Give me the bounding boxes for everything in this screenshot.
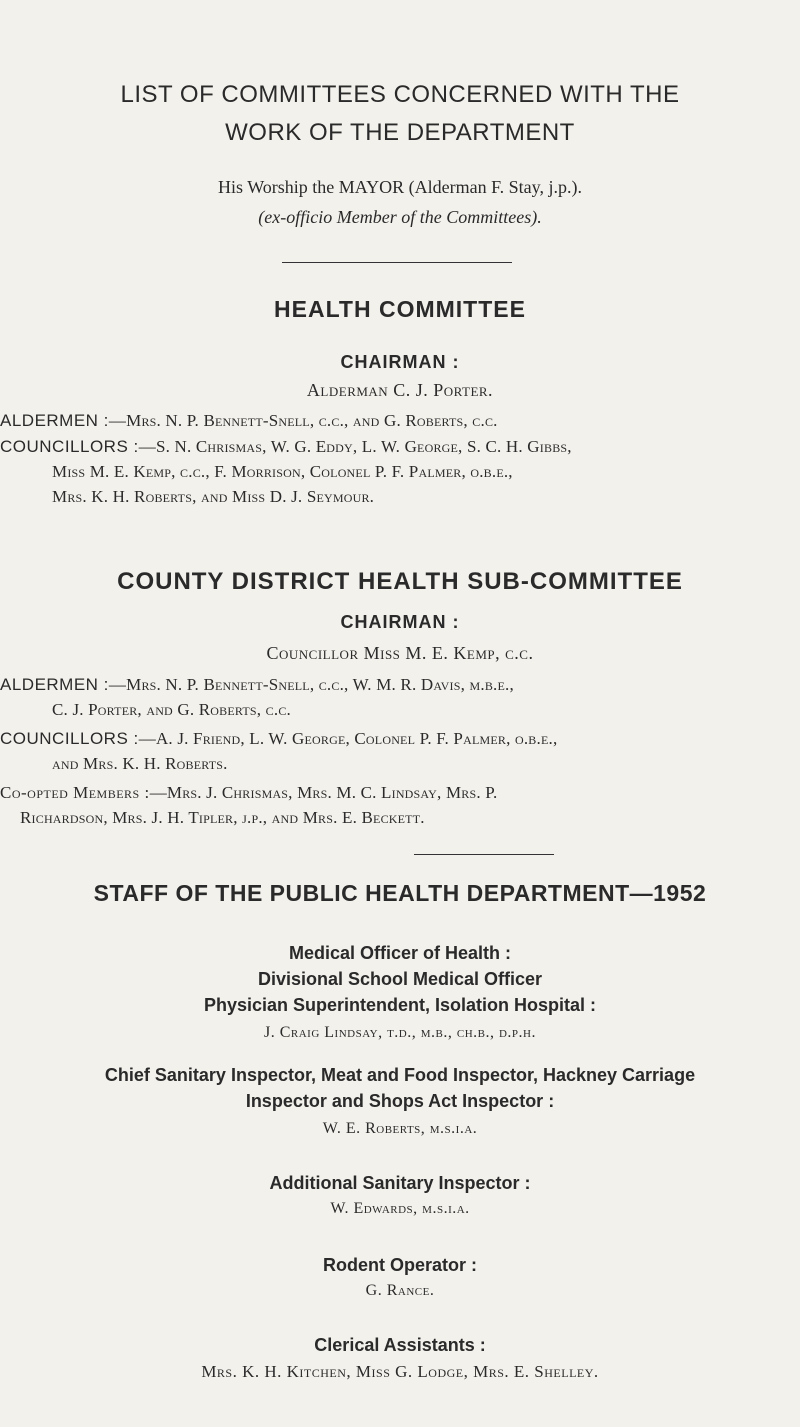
health-aldermen [0, 408, 775, 433]
health-councillors-text-1: —S. N. Chrismas, W. G. Eddy, L. W. George, S. C. H. Gibbs, [138, 437, 572, 456]
clerical-names: Mrs. K. H. Kitchen, Miss G. Lodge, Mrs. E. Shelley. [201, 1362, 599, 1381]
staff-title: STAFF OF THE PUBLIC HEALTH DEPARTMENT—1952 [93, 880, 707, 906]
sub-chairman-label: CHAIRMAN : [340, 612, 460, 632]
document-title [20, 76, 780, 152]
csi-line-2: Inspector and Shops Act Inspector : [245, 1091, 555, 1111]
sub-coopted-text-1: —Mrs. J. Chrismas, Mrs. M. C. Lindsay, Mrs. P. [149, 783, 498, 802]
sub-chairman-name: Councillor Miss M. E. Kemp, c.c. [266, 643, 534, 663]
intro-ex-officio: (ex-officio Member of the Committees). [258, 207, 542, 227]
health-councillors-text-2: Miss M. E. Kemp, c.c., F. Morrison, Colonel P. F. Palmer, o.b.e., [52, 462, 513, 481]
health-councillors-label: COUNCILLORS : [0, 437, 139, 456]
title-line-2: WORK OF THE DEPARTMENT [225, 119, 575, 146]
clerical-heading: Clerical Assistants : [314, 1335, 486, 1355]
rodent-heading: Rodent Operator : [322, 1255, 477, 1275]
sub-councillors-text-1: —A. J. Friend, L. W. George, Colonel P. F. Palmer, o.b.e., [138, 729, 558, 748]
intro-mayor: His Worship the MAYOR (Alderman F. Stay, j.p.). [218, 177, 582, 197]
sub-aldermen [0, 672, 775, 722]
csi-name: W. E. Roberts, m.s.i.a. [322, 1120, 478, 1137]
title-line-1: LIST OF COMMITTEES CONCERNED WITH THE [120, 81, 680, 108]
moh-line-1: Medical Officer of Health : [288, 943, 512, 963]
sub-coopted-text-2: Richardson, Mrs. J. H. Tipler, j.p., and Mrs. E. Beckett. [20, 808, 425, 827]
rodent-name: G. Rance. [365, 1282, 435, 1299]
divider-1 [282, 262, 512, 263]
health-committee-title: HEALTH COMMITTEE [274, 296, 526, 322]
health-chairman-label: CHAIRMAN : [340, 352, 460, 372]
csi-heading [0, 1062, 800, 1114]
intro [40, 172, 760, 232]
health-chairman-name: Alderman C. J. Porter. [306, 380, 494, 400]
asi-name: W. Edwards, m.s.i.a. [330, 1200, 470, 1217]
health-councillors [0, 434, 775, 509]
csi-line-1: Chief Sanitary Inspector, Meat and Food Inspector, Hackney Carriage [104, 1065, 696, 1085]
sub-aldermen-text-1: —Mrs. N. P. Bennett-Snell, c.c., W. M. R. Davis, m.b.e., [108, 675, 514, 694]
sub-coopted [0, 780, 775, 830]
health-councillors-text-3: Mrs. K. H. Roberts, and Miss D. J. Seymour. [52, 487, 375, 506]
health-aldermen-label: ALDERMEN : [0, 411, 109, 430]
sub-councillors-label: COUNCILLORS : [0, 729, 139, 748]
sub-committee-title: COUNTY DISTRICT HEALTH SUB-COMMITTEE [117, 568, 683, 595]
asi-heading: Additional Sanitary Inspector : [269, 1173, 531, 1193]
moh-line-3: Physician Superintendent, Isolation Hospital : [203, 995, 597, 1015]
sub-coopted-label: Co-opted Members : [0, 783, 150, 802]
sub-aldermen-label: ALDERMEN : [0, 675, 109, 694]
sub-councillors-text-2: and Mrs. K. H. Roberts. [52, 754, 228, 773]
divider-2 [414, 854, 554, 855]
health-aldermen-text: —Mrs. N. P. Bennett-Snell, c.c., and G. Roberts, c.c. [108, 411, 498, 430]
moh-heading [20, 940, 780, 1018]
sub-aldermen-text-2: C. J. Porter, and G. Roberts, c.c. [52, 700, 291, 719]
moh-name: J. Craig Lindsay, t.d., m.b., ch.b., d.p.h. [263, 1024, 536, 1041]
sub-councillors [0, 726, 775, 776]
moh-line-2: Divisional School Medical Officer [257, 969, 543, 989]
